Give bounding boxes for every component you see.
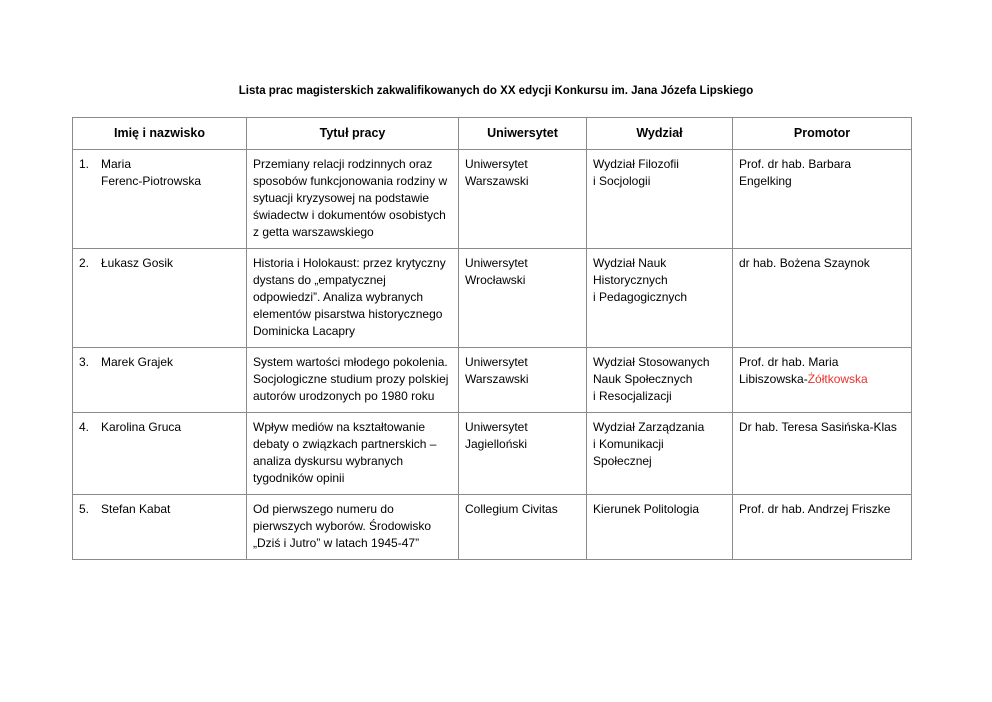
university-cell [459, 150, 587, 249]
university-name: Uniwersytet [465, 355, 528, 369]
faculty-cell [587, 249, 733, 348]
promoter-cell [733, 348, 912, 413]
faculty-name-cont: i Pedagogicznych [593, 290, 688, 304]
row-number: 2. [79, 256, 90, 270]
name-cell [73, 413, 247, 495]
table-row [73, 249, 912, 348]
university-cell [459, 348, 587, 413]
promoter-name-cont: Libiszowska- [739, 372, 808, 386]
thesis-title: System wartości młodego pokolenia. Socjologiczne studium prozy polskiej autorów urodzonych po 1980 roku [247, 348, 459, 413]
row-number: 3. [79, 355, 90, 369]
student-name: Łukasz Gosik [101, 256, 174, 270]
name-cell [73, 348, 247, 413]
faculty-name-cont: Historycznych [593, 273, 668, 287]
university-name-cont: Warszawski [465, 174, 529, 188]
thesis-title: Od pierwszego numeru do pierwszych wyborów. Środowisko „Dziś i Jutro” w latach 1945-47” [247, 495, 459, 560]
faculty-name: Wydział Nauk [593, 256, 667, 270]
header-name: Imię i nazwisko [73, 118, 247, 150]
thesis-title: Historia i Holokaust: przez krytyczny dystans do „empatycznej odpowiedzi”. Analiza wybranych elementów pisarstwa historycznego Dominicka Lacapry [247, 249, 459, 348]
promoter-cell: Prof. dr hab. Barbara Engelking [733, 150, 912, 249]
faculty-name-cont: i Socjologii [593, 174, 651, 188]
student-name-cont: Ferenc-Piotrowska [101, 174, 202, 188]
student-name: Stefan Kabat [101, 502, 171, 516]
faculty-cell [587, 150, 733, 249]
table-row [73, 495, 912, 560]
thesis-title: Przemiany relacji rodzinnych oraz sposobów funkcjonowania rodziny w sytuacji kryzysowej na podstawie świadectw i dokumentów osobistych z getta warszawskiego [247, 150, 459, 249]
thesis-title: Wpływ mediów na kształtowanie debaty o związkach partnerskich – analiza dyskursu wybranych tygodników opinii [247, 413, 459, 495]
faculty-name: Wydział Zarządzania [593, 420, 705, 434]
header-title: Tytuł pracy [247, 118, 459, 150]
table-header-row [73, 118, 912, 150]
student-name: Maria [101, 157, 132, 171]
university-cell [459, 413, 587, 495]
student-name: Marek Grajek [101, 355, 174, 369]
header-promoter: Promotor [733, 118, 912, 150]
faculty-cell: Kierunek Politologia [587, 495, 733, 560]
faculty-name-cont: i Komunikacji [593, 437, 664, 451]
page-title: Lista prac magisterskich zakwalifikowanych do XX edycji Konkursu im. Jana Józefa Lipskiego [238, 85, 754, 97]
name-cell [73, 249, 247, 348]
faculty-name: Wydział Filozofii [593, 157, 679, 171]
header-university: Uniwersytet [459, 118, 587, 150]
row-number: 1. [79, 157, 90, 171]
promoter-cell: Prof. dr hab. Andrzej Friszke [733, 495, 912, 560]
table-row [73, 348, 912, 413]
student-name: Karolina Gruca [101, 420, 182, 434]
name-cell [73, 495, 247, 560]
university-name: Uniwersytet [465, 157, 528, 171]
promoter-name: Prof. dr hab. Maria [739, 355, 839, 369]
row-number: 5. [79, 502, 90, 516]
row-number: 4. [79, 420, 90, 434]
university-name: Uniwersytet [465, 420, 528, 434]
name-cell [73, 150, 247, 249]
promoter-name-highlight: Żółtkowska [807, 372, 868, 386]
faculty-cell [587, 348, 733, 413]
faculty-name-cont: i Resocjalizacji [593, 389, 672, 403]
promoter-cell: Dr hab. Teresa Sasińska-Klas [733, 413, 912, 495]
university-cell [459, 249, 587, 348]
faculty-name: Wydział Stosowanych [593, 355, 710, 369]
table-row [73, 150, 912, 249]
university-name-cont: Warszawski [465, 372, 529, 386]
theses-table [72, 117, 912, 560]
faculty-name-cont: Społecznej [593, 454, 652, 468]
faculty-name-cont: Nauk Społecznych [593, 372, 693, 386]
header-faculty: Wydział [587, 118, 733, 150]
university-name-cont: Wrocławski [465, 273, 526, 287]
university-name-cont: Jagielloński [465, 437, 528, 451]
university-cell: Collegium Civitas [459, 495, 587, 560]
table-row [73, 413, 912, 495]
promoter-cell: dr hab. Bożena Szaynok [733, 249, 912, 348]
university-name: Uniwersytet [465, 256, 528, 270]
faculty-cell [587, 413, 733, 495]
